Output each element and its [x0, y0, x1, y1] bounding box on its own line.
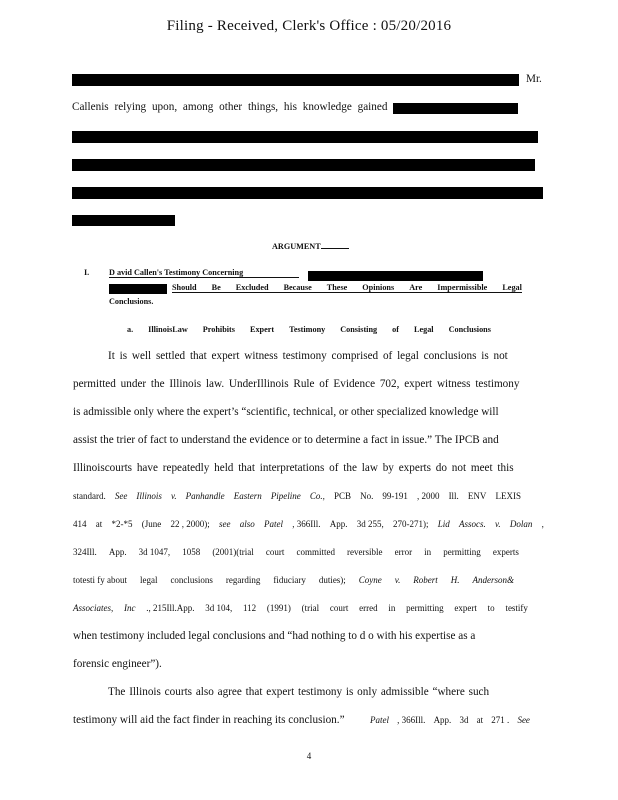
- redaction-bar: [72, 131, 538, 143]
- para1-line: permitted under the Illinois law. UnderIllinois Rule of Evidence 702, expert witness testimony: [73, 378, 520, 390]
- para1-line: is admissible only where the expert’s “scientific, technical, or other specialized knowledge will: [73, 406, 499, 418]
- citation-line: standard. See Illinois v. Panhandle Eastern Pipeline Co., PCB No. 99-191 , 2000 Ill. ENV LEXIS: [73, 491, 521, 501]
- redaction-bar: [308, 271, 483, 281]
- callen-line: Callenis relying upon, among other things, his knowledge gained: [72, 101, 388, 113]
- redaction-bar: [72, 215, 175, 226]
- citation-line: forensic engineer”).: [73, 658, 162, 670]
- para1-line: It is well settled that expert witness testimony comprised of legal conclusions is not: [108, 350, 508, 362]
- redaction-bar: [109, 284, 167, 294]
- para2-citation: Patel , 366Ill. App. 3d at 271 . See: [370, 715, 530, 725]
- para2-line: The Illinois courts also agree that expert testimony is only admissible “where such: [108, 686, 490, 698]
- redaction-bar: [72, 159, 535, 171]
- mr-text: Mr.: [526, 73, 542, 85]
- subheading-a: a. IllinoisLaw Prohibits Expert Testimony Consisting of Legal Conclusions: [127, 325, 491, 334]
- section-number: I.: [84, 268, 90, 277]
- citation-line: 324Ill. App. 3d 1047, 1058 (2001)(trial court committed reversible error in permitting experts: [73, 547, 519, 557]
- section-title: D avid Callen's Testimony Concerning: [109, 268, 299, 278]
- para1-line: assist the trier of fact to understand the evidence or to determine a fact in issue.” The IPCB and: [73, 434, 499, 446]
- citation-line: 414 at *2-*5 (June 22 , 2000); see also Patel , 366Ill. App. 3d 255, 270-271); Lid Assocs. v. Dolan ,: [73, 519, 544, 529]
- section-title-end: Conclusions.: [109, 297, 154, 306]
- redaction-bar: [72, 187, 543, 199]
- redaction-bar: [393, 103, 518, 114]
- filing-header: Filing - Received, Clerk's Office : 05/20/2016: [166, 18, 452, 34]
- citation-line: Associates, Inc ., 215Ill.App. 3d 104, 112 (1991) (trial court erred in permitting expert to testify: [73, 603, 528, 613]
- para1-line: Illinoiscourts have repeatedly held that interpretations of the law by experts do not meet this: [73, 462, 514, 474]
- redaction-bar: [72, 74, 519, 86]
- para2-line: testimony will aid the fact finder in reaching its conclusion.”: [73, 714, 345, 726]
- section-title-continued: Should Be Excluded Because These Opinions Are Impermissible Legal: [172, 283, 522, 292]
- page-number: 4: [306, 751, 312, 761]
- argument-title: ARGUMENT: [272, 242, 349, 251]
- citation-line: totesti fy about legal conclusions regarding fiduciary duties); Coyne v. Robert H. Anderson&: [73, 575, 514, 585]
- citation-line: when testimony included legal conclusions and “had nothing to d o with his expertise as a: [73, 630, 476, 642]
